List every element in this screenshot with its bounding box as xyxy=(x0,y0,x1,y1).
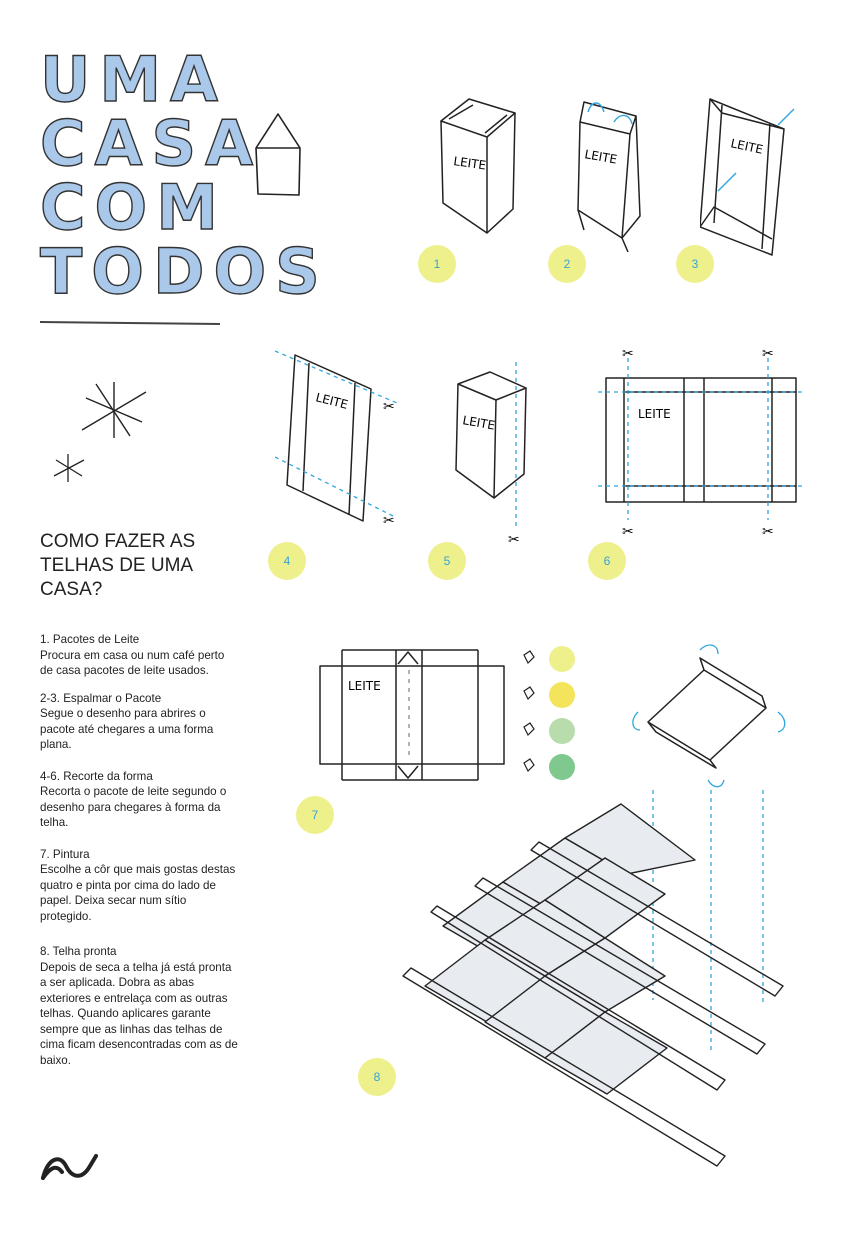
carton-label: LEITE xyxy=(638,407,671,421)
step-text: Recorta o pacote de leite segundo o desenho para chegares à forma da telha. xyxy=(40,785,227,829)
roof-assembly-drawing xyxy=(395,790,795,1190)
scissors-icon: ✂ xyxy=(383,513,395,529)
step-text: Procura em casa ou num café perto de casa pacotes de leite usados. xyxy=(40,648,225,677)
scissors-icon: ✂ xyxy=(622,346,634,362)
step-text: Depois de seca a telha já está pronta a ser aplicada. Dobra as abas exteriores e entrelaça com as outras telhas. Quando aplicares garante sempre que as linhas das telhas de cima ficam desencontradas com as de baixo. xyxy=(40,960,238,1067)
scissors-icon: ✂ xyxy=(622,524,634,539)
carton-cut-drawing xyxy=(275,345,405,530)
step-badge-1: 1 xyxy=(418,245,456,283)
carton-label: LEITE xyxy=(348,679,381,693)
carton-closed-drawing xyxy=(435,95,525,240)
step-heading: 7. Pintura xyxy=(40,847,90,861)
carton-open-drawing xyxy=(570,92,660,252)
step-heading: 2-3. Espalmar o Pacote xyxy=(40,691,162,705)
step-badge-8: 8 xyxy=(358,1058,396,1096)
carton-label: LEITE xyxy=(452,154,487,173)
color-swatch xyxy=(549,682,575,708)
title-line-4: TODOS xyxy=(40,235,329,308)
step-heading: 8. Telha pronta xyxy=(40,945,117,958)
step-4-6 xyxy=(40,769,240,831)
carton-label: LEITE xyxy=(729,136,765,157)
title-line-2: CASA xyxy=(40,107,263,180)
step-badge-4: 4 xyxy=(268,542,306,580)
step-2-3 xyxy=(40,691,240,753)
carton-label: LEITE xyxy=(314,390,350,412)
color-swatch xyxy=(549,754,575,780)
carton-label: LEITE xyxy=(461,413,497,433)
step-1 xyxy=(40,632,240,679)
swatch-group xyxy=(520,645,580,785)
scissors-icon: ✂ xyxy=(762,346,774,362)
star-large-icon xyxy=(78,380,150,440)
step-7 xyxy=(40,847,240,925)
star-small-icon xyxy=(52,452,86,484)
house-icon xyxy=(252,110,304,198)
title-line-1: UMA xyxy=(40,43,228,116)
paint-swatches xyxy=(520,645,580,785)
title-line-3: COM xyxy=(40,171,227,244)
paint-pot-icon xyxy=(524,651,534,663)
instructions-list xyxy=(40,632,240,1080)
step-text: Escolhe a côr que mais gostas destas quatro e pinta por cima do lado de papel. Deixa secar num sítio protegido. xyxy=(40,863,236,923)
folded-tile-drawing xyxy=(628,640,798,800)
step-heading: 4-6. Recorte da forma xyxy=(40,769,153,783)
title-divider xyxy=(40,321,220,325)
section-subtitle: COMO FAZER AS TELHAS DE UMA CASA? xyxy=(40,531,196,600)
step-badge-5: 5 xyxy=(428,542,466,580)
step-badge-6: 6 xyxy=(588,542,626,580)
logo-icon xyxy=(40,1150,100,1184)
scissors-icon: ✂ xyxy=(762,524,774,539)
step-8 xyxy=(40,944,240,1068)
scissors-icon: ✂ xyxy=(383,399,395,415)
paint-pot-icon xyxy=(524,723,534,735)
step-badge-3: 3 xyxy=(676,245,714,283)
step-heading: 1. Pacotes de Leite xyxy=(40,633,140,646)
step-badge-7: 7 xyxy=(296,796,334,834)
tile-template-drawing xyxy=(318,640,508,790)
color-swatch xyxy=(549,718,575,744)
scissors-icon: ✂ xyxy=(508,532,520,545)
color-swatch xyxy=(549,646,575,672)
paint-pot-icon xyxy=(524,687,534,699)
carton-flat-drawing xyxy=(700,95,800,260)
page-title xyxy=(40,43,329,308)
flat-template-drawing xyxy=(598,344,808,539)
step-badge-2: 2 xyxy=(548,245,586,283)
carton-label: LEITE xyxy=(583,147,619,167)
step-text: Segue o desenho para abrires o pacote até chegares a uma forma plana. xyxy=(40,707,214,751)
carton-side-cut-drawing xyxy=(450,360,540,545)
paint-pot-icon xyxy=(524,759,534,771)
